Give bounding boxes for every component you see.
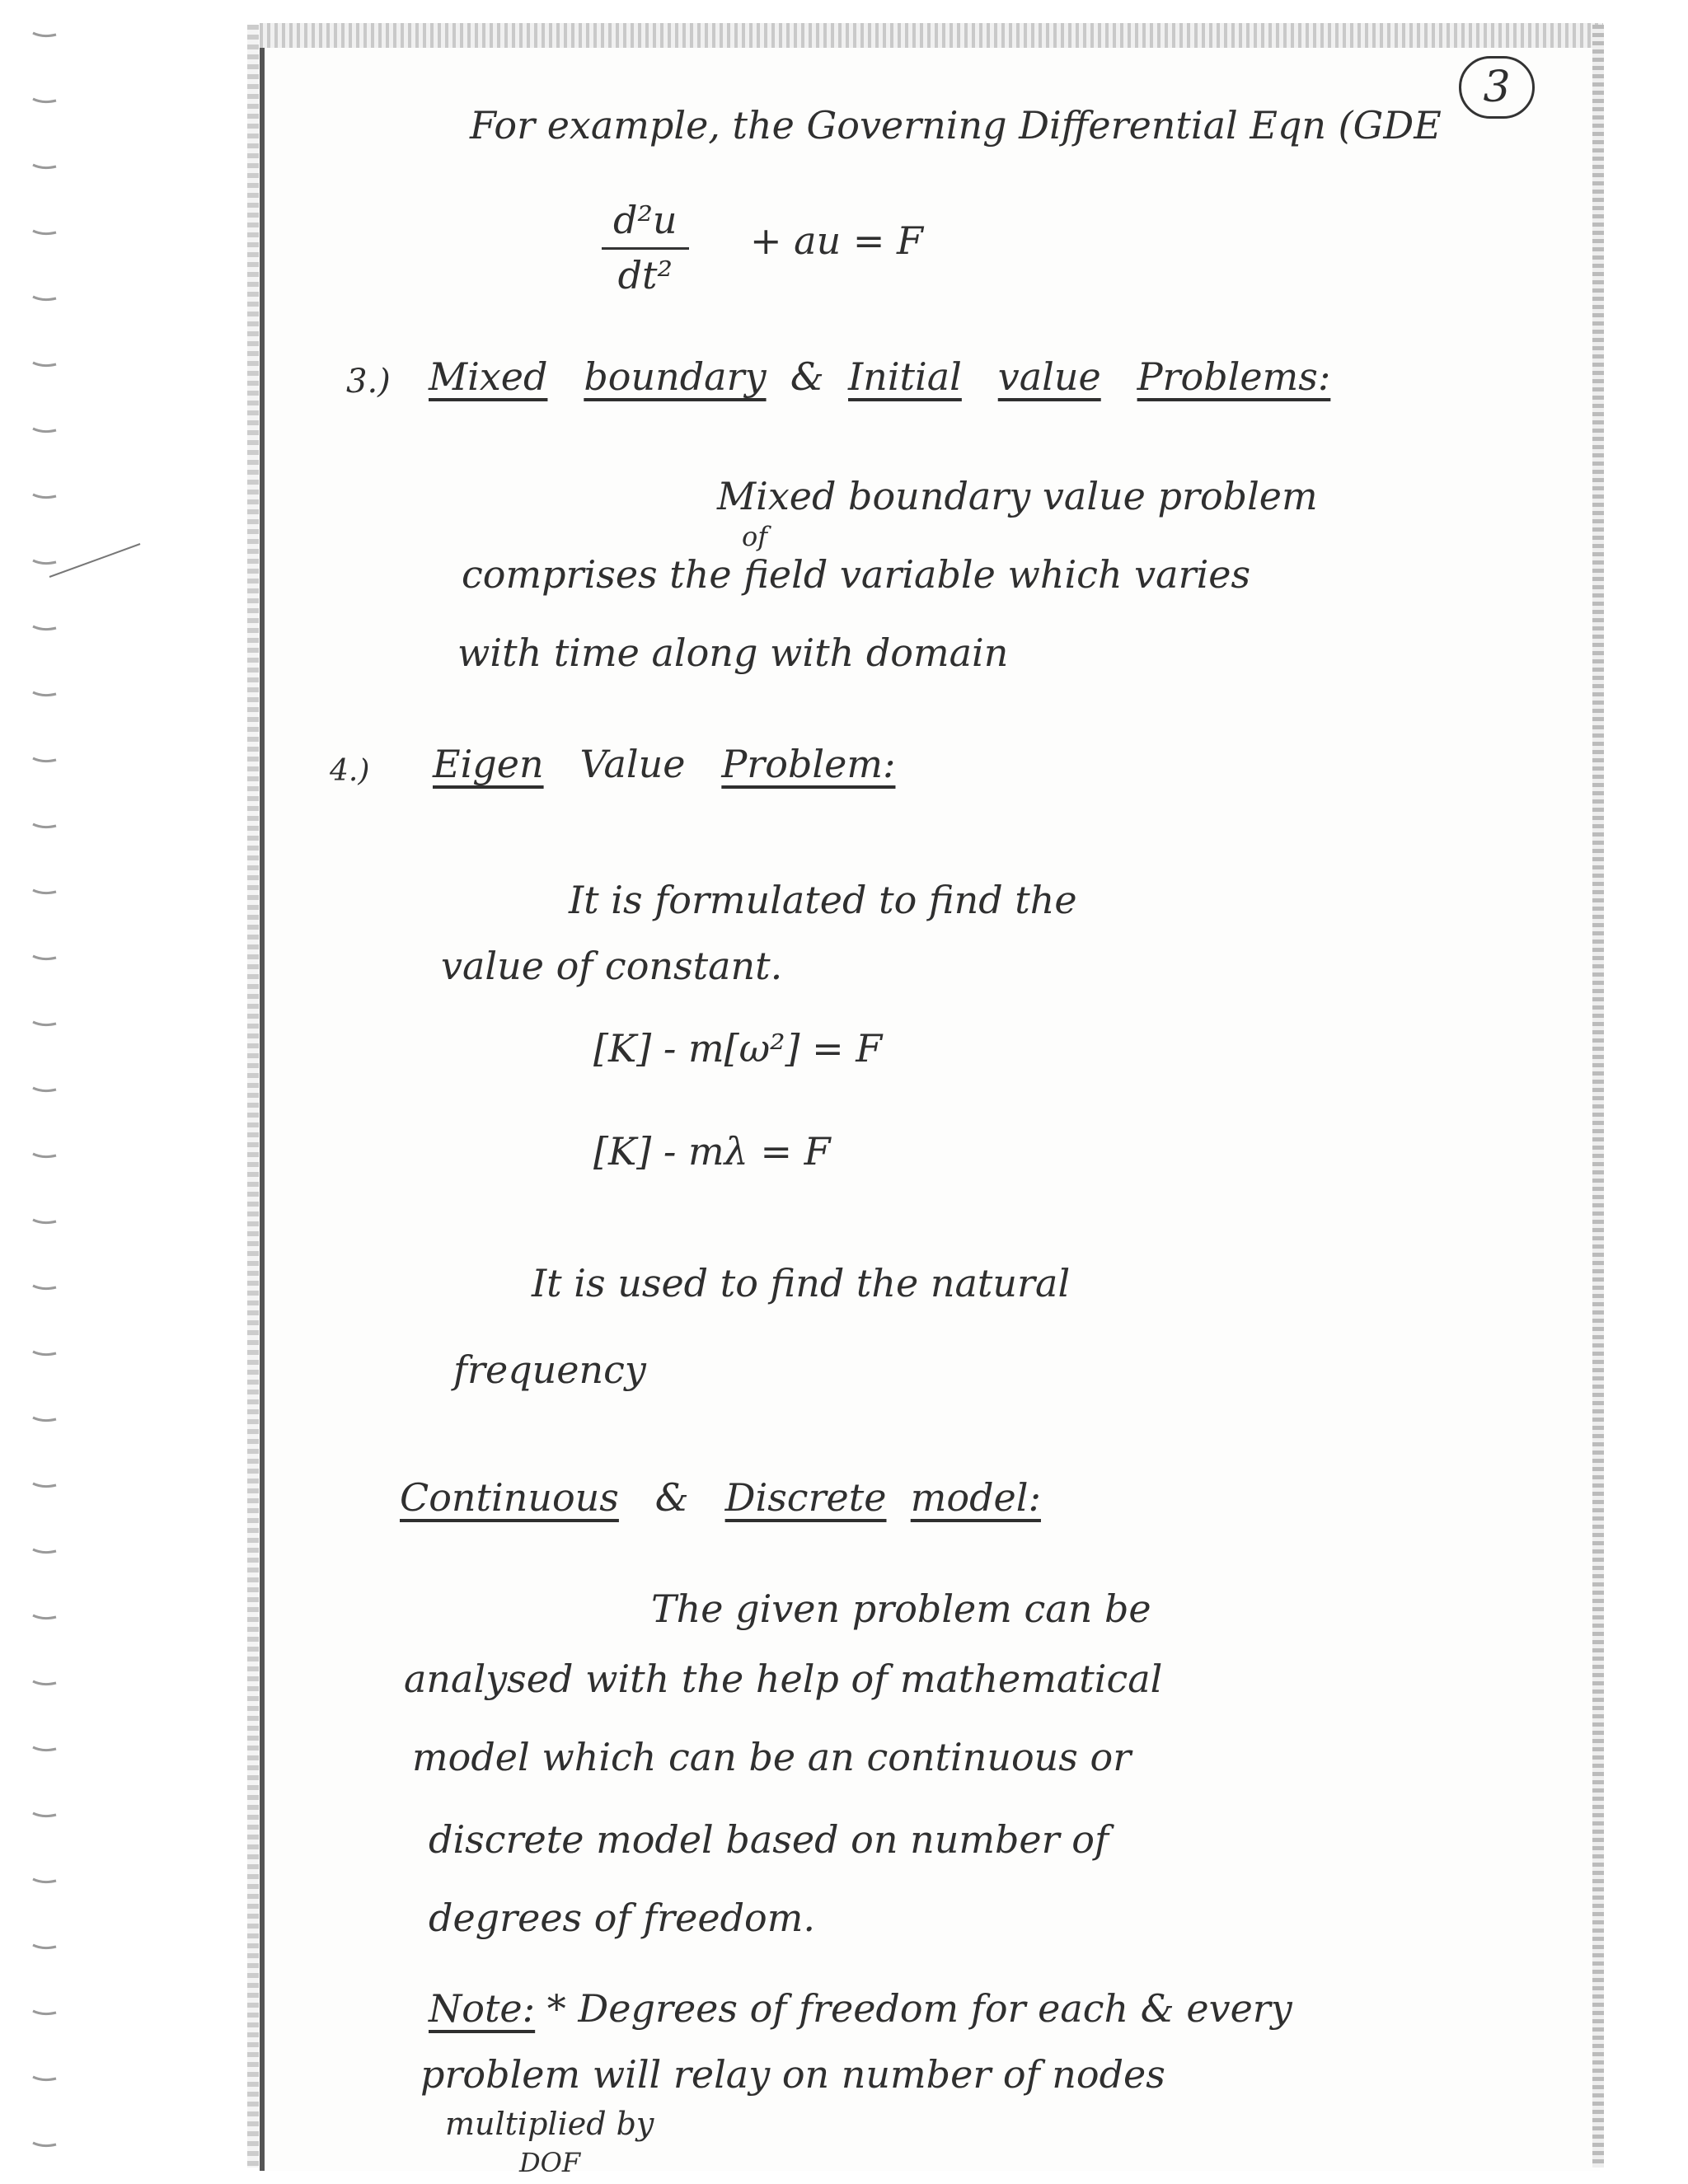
title-word: Value: [579, 742, 686, 786]
fraction-numerator: d²u: [602, 198, 689, 250]
section-title: [429, 354, 1330, 399]
title-word: value: [997, 354, 1101, 399]
title-word: Discrete: [724, 1475, 887, 1520]
title-word: Initial: [848, 354, 962, 399]
text-line: analysed with the help of mathematical: [404, 1657, 1163, 1701]
title-word: &: [654, 1475, 689, 1520]
text-line: value of constant.: [441, 944, 783, 988]
text-line: Mixed boundary value problem: [717, 474, 1318, 518]
note-line: DOF: [519, 2147, 581, 2178]
text-line: It is used to find the natural: [532, 1261, 1071, 1305]
title-word: model:: [910, 1475, 1041, 1520]
text-line: For example, the Governing Differential Eqn (GDE: [470, 103, 1442, 148]
text-line: The given problem can be: [651, 1586, 1151, 1631]
title-word: Eigen: [433, 742, 544, 786]
note-line: multiplied by: [445, 2106, 654, 2142]
title-word: boundary: [584, 354, 767, 399]
title-word: Mixed: [429, 354, 548, 399]
page-number: 3: [1459, 56, 1535, 119]
title-word: Continuous: [400, 1475, 619, 1520]
note-line: [429, 1986, 1292, 2031]
note-line: problem will relay on number of nodes: [420, 2052, 1165, 2097]
fraction-denominator: dt²: [617, 253, 673, 298]
text-line: degrees of freedom.: [429, 1896, 815, 1940]
insertion-mark: of: [742, 521, 768, 552]
title-word: &: [790, 354, 824, 399]
text-line: comprises the field variable which varies: [462, 552, 1251, 597]
section-number: 3.): [346, 363, 391, 401]
equation: [K] - mλ = F: [593, 1129, 831, 1174]
equation-rest: + au = F: [750, 218, 923, 263]
section-number: 4.): [330, 754, 370, 788]
section-title: [400, 1475, 1041, 1520]
text-line: model which can be an continuous or: [412, 1735, 1132, 1779]
title-word: Problem:: [721, 742, 896, 786]
page-right-edge: [1592, 25, 1604, 2168]
equation: [K] - m[ω²] = F: [593, 1026, 883, 1071]
page-top-edge: [260, 23, 1603, 48]
text-line: frequency: [453, 1347, 646, 1392]
title-word: Problems:: [1137, 354, 1331, 399]
page-left-edge: [247, 25, 259, 2168]
text-line: with time along with domain: [457, 630, 1009, 675]
fraction: [602, 198, 689, 298]
note-text: * Degrees of freedom for each & every: [546, 1986, 1292, 2031]
text-line: discrete model based on number of: [429, 1817, 1109, 1862]
text-line: It is formulated to find the: [569, 878, 1077, 922]
spiral-binding: [0, 0, 165, 2184]
note-label: Note:: [429, 1986, 536, 2031]
section-title: [433, 742, 895, 786]
